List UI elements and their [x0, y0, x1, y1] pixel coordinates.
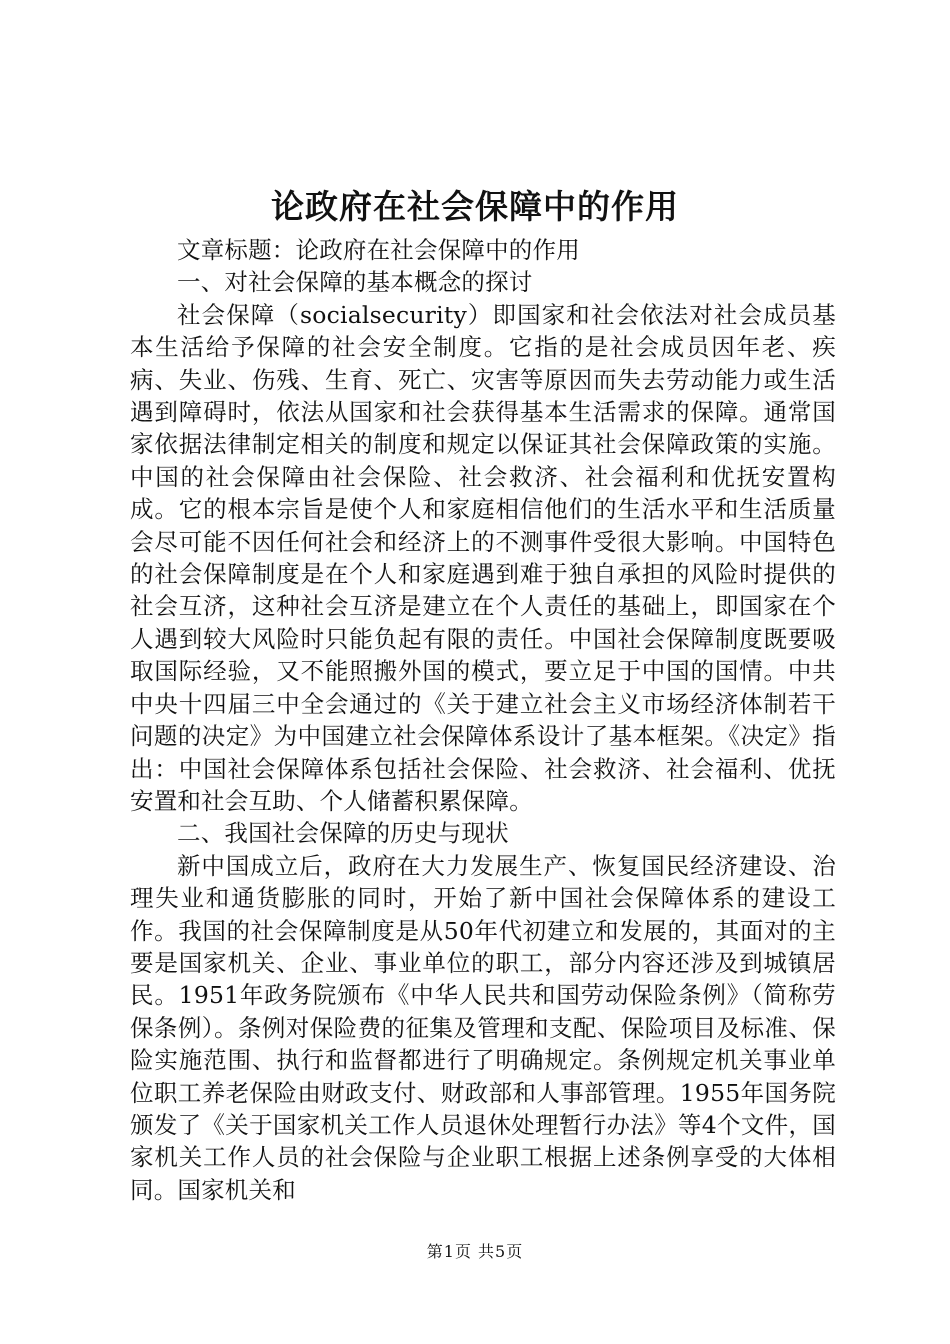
section-heading-1: 一、对社会保障的基本概念的探讨 — [177, 268, 533, 297]
page-footer: 第1页 共5页 — [426, 1242, 524, 1261]
article-title-line: 文章标题：论政府在社会保障中的作用 — [177, 236, 580, 264]
section-heading-2: 二、我国社会保障的历史与现状 — [177, 819, 509, 848]
document-body — [130, 234, 836, 1206]
paragraph-social-security-definition: 社会保障（socialsecurity）即国家和社会依法对社会成员基本生活给予保障的社会安全制度。它指的是社会成员因年老、疾病、失业、伤残、生育、死亡、灾害等原因而失去劳动能力或生活遇到障碍时，依法从国家和社会获得基本生活需求的保障。通常国家依据法律制定相关的制度和规定以保证其社会保障政策的实施。中国的社会保障由社会保险、社会救济、社会福利和优抚安置构成。它的根本宗旨是使个人和家庭相信他们的生活水平和生活质量会尽可能不因任何社会和经济上的不测事件受很大影响。中国特色的社会保障制度是在个人和家庭遇到难于独自承担的风险时提供的社会互济，这种社会互济是建立在个人责任的基础上，即国家在个人遇到较大风险时只能负起有限的责任。中国社会保障制度既要吸取国际经验，又不能照搬外国的模式，要立足于中国的国情。中共中央十四届三中全会通过的《关于建立社会主义市场经济体制若干问题的决定》为中国建立社会保障体系设计了基本框架。《决定》指出：中国社会保障体系包括社会保险、社会救济、社会福利、优抚安置和社会互助、个人储蓄积累保障。 — [130, 300, 836, 815]
paragraph-history: 新中国成立后，政府在大力发展生产、恢复国民经济建设、治理失业和通货膨胀的同时，开始了新中国社会保障体系的建设工作。我国的社会保障制度是从50年代初建立和发展的，其面对的主要是国家机关、企业、事业单位的职工，部分内容还涉及到城镇居民。1951年政务院颁布《中华人民共和国劳动保险条例》（简称劳保条例）。条例对保险费的征集及管理和支配、保险项目及标准、保险实施范围、执行和监督都进行了明确规定。条例规定机关事业单位职工养老保险由财政支付、财政部和人事部管理。1955年国务院颁发了《关于国家机关工作人员退休处理暂行办法》等4个文件，国家机关工作人员的社会保险与企业职工根据上述条例享受的大体相同。国家机关和 — [130, 851, 836, 1204]
document-title: 论政府在社会保障中的作用 — [271, 187, 679, 226]
